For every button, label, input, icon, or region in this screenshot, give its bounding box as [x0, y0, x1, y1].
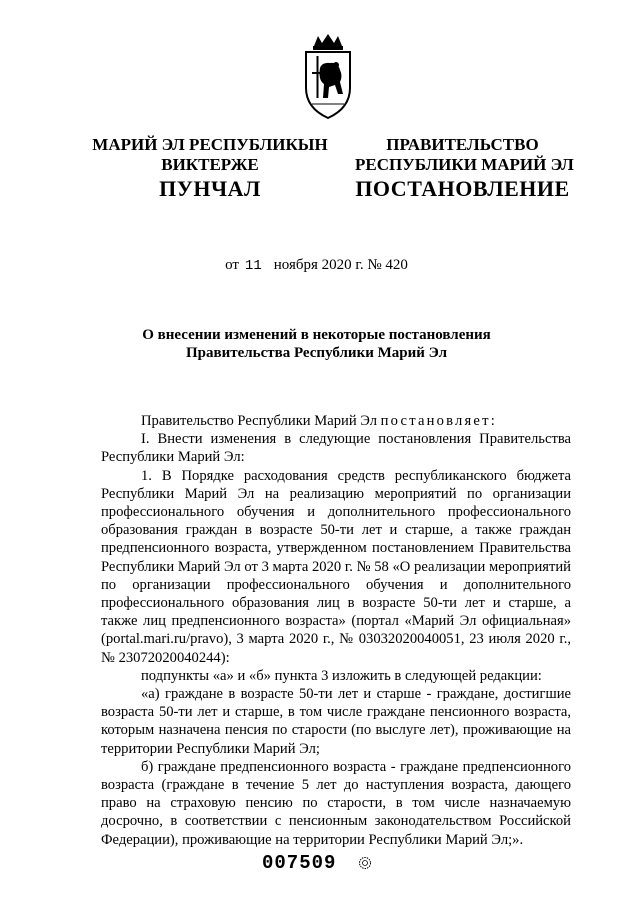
header-right-line2: РЕСПУБЛИКИ МАРИЙ ЭЛ: [355, 155, 574, 174]
document-date-line: [0, 257, 633, 274]
paragraph-item-1: 1. В Порядке расходования средств республиканского бюджета Республики Марий Эл на реализацию мероприятий по организации профессионального обучения и дополнительного профессионального образования граждан в возрасте 50-ти лет и старше, а также граждан предпенсионного возраста, утвержденном постановлением Правительства Республики Марий Эл от 3 марта 2020 г. № 58 «О реализации мероприятий по организации профессионального обучения и дополнительного профессионального образования лиц в возрасте 50-ти лет и старше, а также лиц предпенсионного возраста» (портал «Марий Эл официальная» (portal.mari.ru/pravo), 3 марта 2020 г., № 03032020040051, 23 июля 2020 г., № 23072020040244):: [101, 467, 571, 666]
header-left-line1: МАРИЙ ЭЛ РЕСПУБЛИКЫН: [92, 135, 328, 154]
paragraph-subitem-b: б) граждане предпенсионного возраста - граждане предпенсионного возраста (граждане в течение 5 лет до наступления возраста, дающего право на страховую пенсию по старости, в том числе назначаемую досрочно, в соответствии с пенсионным законодательством Российской Федерации), проживающие на территории Республики Марий Эл;».: [101, 758, 571, 848]
coat-of-arms-emblem: [300, 32, 356, 122]
preamble-spaced-word: постановляет:: [380, 413, 497, 429]
rosette-seal-icon: [358, 856, 372, 870]
form-serial-number: 007509: [262, 852, 337, 874]
title-line1: О внесении изменений в некоторые постановления: [142, 327, 491, 343]
paragraph-subitem-a: «а) граждане в возрасте 50-ти лет и старше - граждане, достигшие возраста 50-ти лет и старше, в том числе граждане пенсионного возраста, которым назначена пенсия по старости (по выслуге лет), проживающие на территории Республики Марий Эл;: [101, 686, 571, 757]
preamble-text: Правительство Республики Марий Эл: [141, 413, 381, 429]
header-left-block: [90, 135, 330, 199]
header-right-doc-type: ПОСТАНОВЛЕНИЕ: [355, 176, 570, 201]
date-day: 11: [244, 258, 262, 274]
document-body: [101, 412, 571, 849]
title-line2: Правительства Республики Марий Эл: [185, 345, 448, 361]
paragraph-preamble: [101, 412, 571, 430]
paragraph-subitems-intro: подпункты «а» и «б» пункта 3 изложить в следующей редакции:: [141, 667, 542, 684]
date-prefix: от: [225, 257, 239, 273]
date-rest: ноября 2020 г. № 420: [273, 257, 408, 273]
header-left-doc-type: ПУНЧАЛ: [159, 176, 261, 201]
document-title: [0, 326, 633, 362]
header-left-line2: ВИКТЕРЖЕ: [161, 155, 259, 174]
header-right-line1: ПРАВИТЕЛЬСТВО: [386, 135, 539, 154]
header-right-block: [355, 135, 574, 201]
paragraph-section-i: I. Внести изменения в следующие постановления Правительства Республики Марий Эл:: [101, 431, 571, 466]
